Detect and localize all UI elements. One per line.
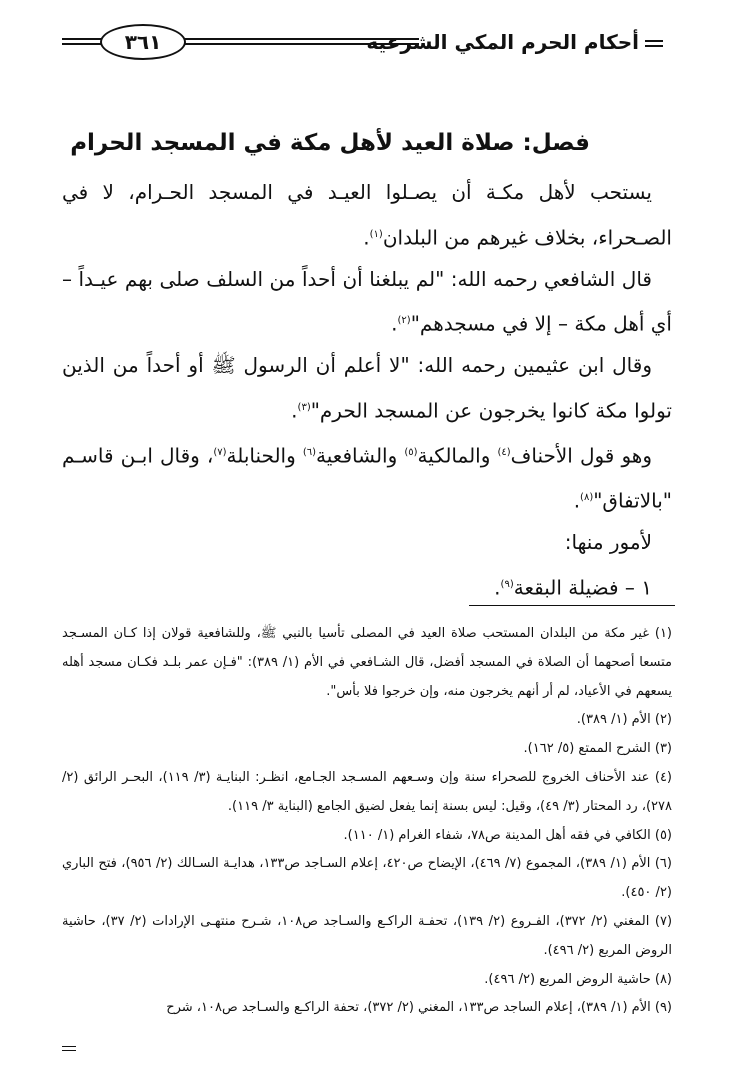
paragraph-1-text: يستحب لأهل مكـة أن يصـلوا العيـد في المسجد الحـرام، لا في الصـحراء، بخلاف غيرهم من البلدان	[62, 180, 672, 250]
section-heading-title: : صلاة العيد لأهل مكة في المسجد الحرام	[70, 130, 532, 156]
footnote-5: (٥) الكافي في فقه أهل المدينة ص٧٨، شفاء الغرام (١/ ١١٠).	[343, 827, 672, 843]
footnote-ref-1: (١)	[369, 228, 383, 240]
paragraph-3-end: .	[291, 398, 298, 423]
paragraph-1	[62, 172, 672, 259]
list-item-1-end: .	[494, 575, 501, 600]
paragraph-1-end: .	[363, 225, 370, 250]
page-number: ٣٦١	[100, 24, 186, 60]
header-double-rule-right	[645, 40, 663, 50]
paragraph-4-text-c: والشافعية	[316, 443, 405, 468]
continuation-mark	[62, 1046, 76, 1054]
footnote-3: (٣) الشرح الممتع (٥/ ١٦٢).	[523, 741, 672, 757]
footnote-ref-6: (٦)	[302, 446, 317, 458]
header-double-rule-middle	[177, 38, 419, 48]
main-text	[62, 172, 672, 609]
footnote-1: (١) غير مكة من البلدان المستحب صلاة العيد في المصلى تأسيا بالنبي ﷺ، وللشافعية قولان إذا كـان المسـجد متسعا أصحهما أن الصلاة في المسجد أفضل، قال الشـافعي في الأم (١/ ٣٨٩): "فـإن عمر بلـد فكـان مسجد أهله يسعهم في الأعياد، لم أر أنهم يخرجون منه، وإن خرجوا فلا بأس".	[62, 626, 672, 699]
footnote-ref-5: (٥)	[404, 446, 418, 458]
footnote-6: (٦) الأم (١/ ٣٨٩)، المجموع (٧/ ٤٦٩)، الإيضاح ص٤٢٠، إعلام السـاجد ص١٣٣، هدايـة السـالك (٢/ ٩٥٦)، فتح الباري (٢/ ٤٥٠).	[62, 856, 672, 901]
footnote-9: (٩) الأم (١/ ٣٨٩)، إعلام الساجد ص١٣٣، المغني (٢/ ٣٧٢)، تحفة الراكـع والسـاجد ص١٠٨، شرح	[166, 1000, 672, 1016]
footnote-2: (٢) الأم (١/ ٣٨٩).	[576, 712, 672, 728]
list-item-1	[62, 564, 672, 609]
paragraph-4-text-d: والحنابلة	[226, 443, 303, 468]
footnote-ref-3: (٣)	[297, 401, 311, 413]
footnote-ref-7: (٧)	[213, 446, 227, 458]
footnote-ref-8: (٨)	[580, 492, 594, 504]
running-title: أحكام الحرم المكي الشرعية	[366, 30, 639, 54]
footnote-ref-9: (٩)	[500, 578, 514, 590]
footnotes	[62, 620, 672, 1023]
section-heading	[70, 130, 590, 156]
footnote-ref-2: (٢)	[397, 315, 411, 327]
footnote-8: (٨) حاشية الروض المربع (٢/ ٤٩٦).	[484, 971, 672, 987]
paragraph-2-text: قال الشافعي رحمه الله: "لم يبلغنا أن أحداً من السلف صلى بهم عيـداً – أي أهل مكة – إلا في مسجدهم"	[62, 266, 672, 336]
paragraph-2-end: .	[391, 311, 398, 336]
paragraph-3-text: وقال ابن عثيمين رحمه الله: "لا أعلم أن الرسول ﷺ أو أحداً من الذين تولوا مكة كانوا يخرجون عن المسجد الحرم"	[62, 353, 672, 423]
paragraph-5: لأمور منها:	[564, 530, 652, 555]
section-heading-prefix: فصل	[531, 130, 590, 156]
footnote-ref-4: (٤)	[497, 446, 511, 458]
paragraph-3	[62, 345, 672, 432]
paragraph-2	[62, 259, 672, 346]
paragraph-4-text-b: والمالكية	[417, 443, 498, 468]
paragraph-4-text-a: وهو قول الأحناف	[510, 443, 652, 468]
list-item-1-text: ١ – فضيلة البقعة	[513, 575, 652, 600]
paragraph-4	[62, 432, 672, 522]
paragraph-4-end: .	[573, 488, 581, 513]
footnote-7: (٧) المغني (٢/ ٣٧٢)، الفـروع (٢/ ١٣٩)، تحفـة الراكـع والسـاجد ص١٠٨، شـرح منتهـى الإرادات (٢/ ٣٧)، حاشية الروض المربع (٢/ ٤٩٦).	[62, 913, 673, 958]
footnote-4: (٤) عند الأحناف الخروج للصحراء سنة وإن وسـعهم المسـجد الجـامع، انظـر: البنايـة (٣/ ١١٩)، البحـر الرائق (٢/ ٢٧٨)، رد المحتار (٣/ ٤٩)، وقيل: ليس بسنة إنما يفعل لضيق الجامع (البناية ٣/ ١١٩).	[62, 769, 672, 814]
footnote-separator	[469, 605, 675, 606]
paragraph-4-text-e: ، وقال ابـن قاسـم "بالاتفاق"	[62, 443, 672, 513]
